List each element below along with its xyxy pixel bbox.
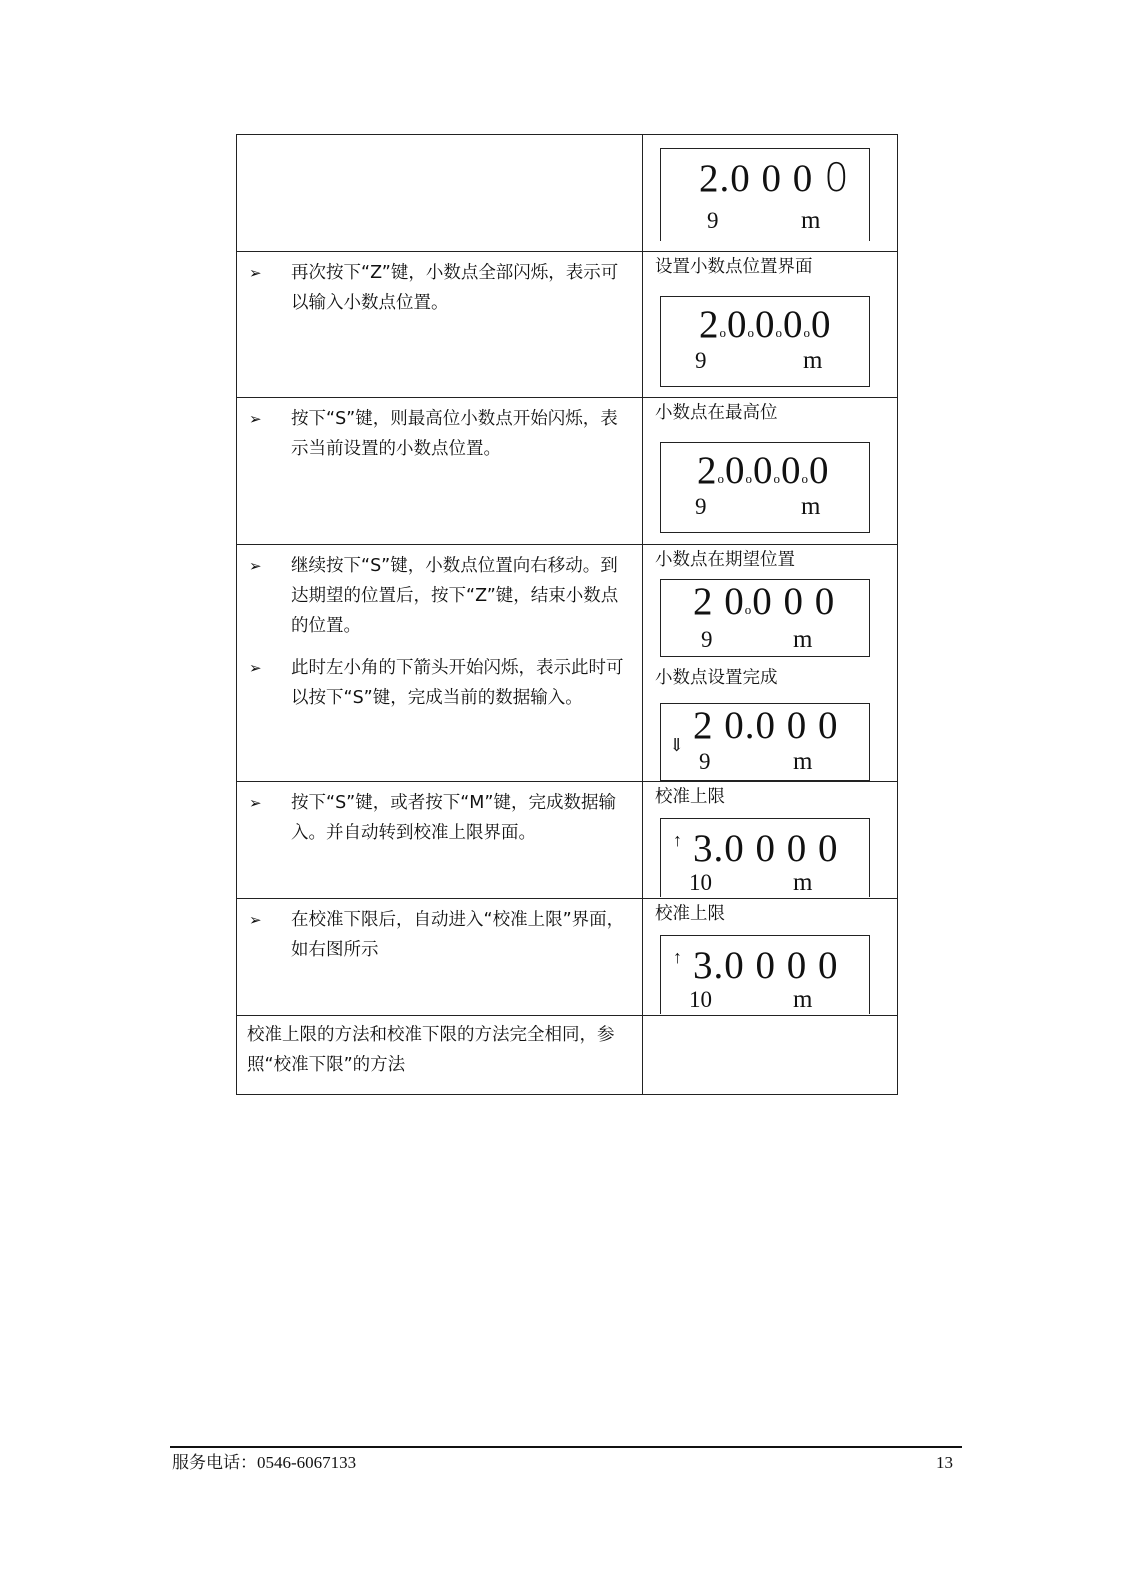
up-arrow-icon: ↑: [673, 830, 682, 850]
instruction-text: 此时左小角的下箭头开始闪烁，表示此时可以按下“S”键，完成当前的数据输入。: [291, 658, 624, 708]
lcd-unit: m: [801, 493, 821, 520]
lcd-secondary-value: 9: [699, 749, 711, 774]
instruction-text: 按下“S”键，则最高位小数点开始闪烁，表示当前设置的小数点位置。: [291, 409, 618, 459]
lcd-display: [660, 579, 870, 657]
lcd-main-value: 2 0o0 0 0: [693, 580, 836, 623]
lcd-secondary-value: 10: [689, 987, 712, 1012]
lcd-display: [660, 703, 870, 781]
bullet-arrow-icon: ➢: [249, 659, 262, 677]
instruction-text: 按下“S”键，或者按下“M”键，完成数据输入。并自动转到校准上限界面。: [291, 793, 616, 843]
display-cell: [643, 135, 898, 252]
instruction-cell: [237, 1016, 643, 1095]
list-item: [247, 551, 634, 641]
lcd-main-value: 3.0 0 0 0: [693, 944, 839, 987]
table-row: [237, 398, 898, 545]
lcd-unit: m: [803, 347, 823, 374]
display-caption: 校准上限: [655, 904, 725, 924]
table-row: [237, 135, 898, 252]
lcd-unit: m: [793, 986, 813, 1013]
lcd-main-value: 2.0 0 0 0: [699, 156, 850, 201]
down-arrow-icon: ⇓: [669, 735, 685, 755]
lcd-secondary-value: 9: [695, 494, 707, 519]
table-row: [237, 1016, 898, 1095]
instruction-text: 继续按下“S”键，小数点位置向右移动。到达期望的位置后，按下“Z”键，结束小数点的位置。: [291, 556, 619, 636]
bullet-arrow-icon: ➢: [249, 410, 262, 428]
lcd-secondary-value: 9: [707, 208, 719, 233]
procedure-table: [236, 134, 898, 1095]
service-phone: 服务电话：0546-6067133: [172, 1453, 357, 1472]
page-number: 13: [936, 1453, 953, 1472]
display-caption: 小数点在最高位: [655, 403, 778, 423]
display-caption: 设置小数点位置界面: [655, 257, 813, 277]
note-text: 校准上限的方法和校准下限的方法完全相同，参照“校准下限”的方法: [247, 1025, 615, 1075]
lcd-main-value: 2 0.0 0 0: [693, 704, 839, 747]
lcd-main-value: 2o0o0o0o0: [697, 449, 830, 492]
display-caption: 小数点在期望位置: [655, 550, 795, 570]
display-cell: [643, 782, 898, 899]
lcd-display: [660, 818, 870, 897]
footer-divider: [170, 1446, 962, 1448]
lcd-display: [660, 935, 870, 1014]
lcd-unit: m: [793, 748, 813, 775]
bullet-arrow-icon: ➢: [249, 264, 262, 282]
display-caption: 小数点设置完成: [655, 668, 778, 688]
bullet-arrow-icon: ➢: [249, 794, 262, 812]
list-item: [247, 788, 634, 848]
table-row: [237, 899, 898, 1016]
lcd-unit: m: [793, 626, 813, 653]
bullet-arrow-icon: ➢: [249, 911, 262, 929]
instruction-text: 再次按下“Z”键，小数点全部闪烁，表示可以输入小数点位置。: [291, 263, 619, 313]
lcd-secondary-value: 9: [695, 348, 707, 373]
instruction-cell: [237, 545, 643, 782]
list-item: [247, 404, 634, 464]
bullet-arrow-icon: ➢: [249, 557, 262, 575]
lcd-display: [660, 148, 870, 241]
lcd-display: [660, 296, 870, 387]
display-cell: [643, 252, 898, 398]
display-cell: [643, 899, 898, 1016]
lcd-secondary-value: 10: [689, 870, 712, 895]
up-arrow-icon: ↑: [673, 947, 682, 967]
table-row: [237, 782, 898, 899]
lcd-secondary-value: 9: [701, 627, 713, 652]
lcd-main-value: 3.0 0 0 0: [693, 827, 839, 870]
lcd-display: [660, 442, 870, 533]
list-item: [247, 905, 634, 965]
table-row: [237, 252, 898, 398]
instruction-cell: [237, 398, 643, 545]
lcd-unit: m: [801, 207, 821, 234]
instruction-text: 在校准下限后，自动进入“校准上限”界面，如右图所示: [291, 910, 625, 960]
display-cell: [643, 1016, 898, 1095]
display-cell: [643, 398, 898, 545]
instruction-cell: [237, 135, 643, 252]
display-cell: [643, 545, 898, 782]
lcd-main-value: 2o0o0o0o0: [699, 303, 832, 346]
list-item: [247, 653, 634, 713]
table-row: [237, 545, 898, 782]
instruction-cell: [237, 782, 643, 899]
instruction-cell: [237, 899, 643, 1016]
instruction-cell: [237, 252, 643, 398]
lcd-unit: m: [793, 869, 813, 896]
list-item: [247, 258, 634, 318]
display-caption: 校准上限: [655, 787, 725, 807]
